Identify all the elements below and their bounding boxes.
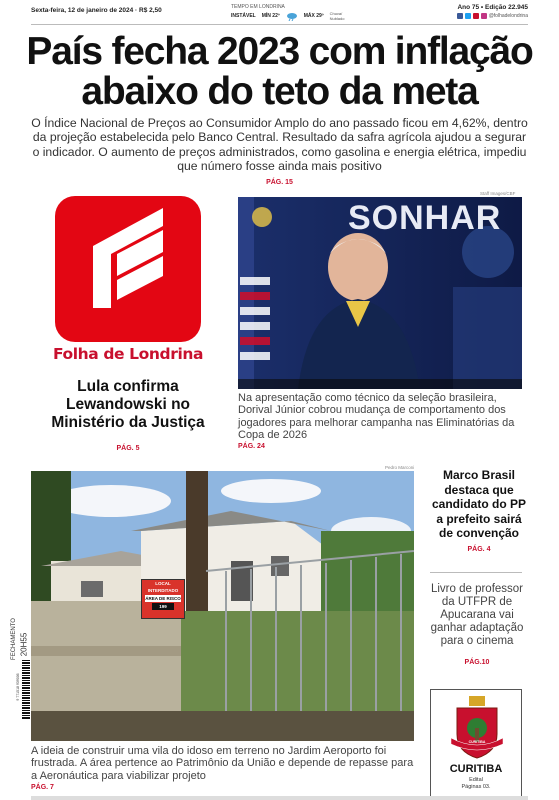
- story-lula-page-ref[interactable]: PÁG. 5: [116, 445, 140, 452]
- weather-condition: INSTÁVEL: [231, 12, 256, 19]
- photo1-page-ref[interactable]: PÁG. 24: [238, 443, 265, 451]
- masthead-bar: [31, 4, 528, 22]
- weather-icon-label: Chuva/ Nublado: [329, 11, 345, 21]
- issue-date: Sexta-feira, 12 de janeiro de 2024 · R$ 2,50: [31, 7, 162, 14]
- story-marco-brasil[interactable]: [430, 468, 528, 557]
- footer-bar: [31, 796, 528, 800]
- main-lead-text: O Índice Nacional de Preços ao Consumidor Amplo do ano passado ficou em 4,62%, dentro da projeção estabelecida pelo Banco Central. Resultado da safra agrícola ajudou a segurar o indicador. O aumento de preços administrados, como gasolina e energia elétrica, impediu que número fosse ainda mais positivo: [31, 116, 528, 173]
- story-utfpr-page-ref[interactable]: PÁG.10: [464, 659, 490, 666]
- edition-number: Ano 75 • Edição 22.945: [457, 4, 528, 11]
- story-lula-title[interactable]: Lula confirma Lewandowski no Ministério da Justiça: [51, 378, 205, 431]
- weather-widget: [231, 4, 352, 21]
- weather-title: TEMPO EM LONDRINA: [231, 4, 285, 10]
- sonhar-banner: SONHAR: [348, 199, 502, 237]
- header-divider: [31, 24, 528, 25]
- brand-name: Folha de Londrina: [52, 345, 204, 363]
- curitiba-name: CURITIBA: [449, 763, 503, 775]
- story-marco-page-ref[interactable]: PÁG. 4: [467, 545, 491, 553]
- crest-label: CURITIBA: [468, 740, 486, 744]
- story-lula[interactable]: [31, 378, 225, 458]
- photo-terreno[interactable]: [31, 471, 414, 741]
- main-headline[interactable]: País fecha 2023 com inflação abaixo do teto da meta: [26, 30, 533, 113]
- story-utfpr[interactable]: [426, 583, 528, 669]
- weather-max: MÁX 29º: [303, 12, 324, 19]
- story-marco-title[interactable]: Marco Brasil destaca que candidato do PP a prefeito sairá de convenção: [431, 468, 526, 540]
- photo1-credit: Staff Images/CBF: [480, 191, 516, 196]
- closing-strip: [2, 600, 30, 720]
- folha-logo-mark: [55, 196, 201, 342]
- curitiba-subtitle-line2: Páginas 03.: [461, 783, 491, 790]
- sign-line2: ÁREA DE RISCO: [145, 596, 181, 601]
- sign-number: 199: [152, 603, 174, 610]
- photo1-caption-block: [238, 392, 522, 453]
- photo2-credit: Pedro Marconi: [385, 465, 415, 470]
- weather-min: MÍN 22º: [261, 12, 280, 19]
- main-lead: [30, 116, 529, 190]
- social-handle: @folhadelondrina: [488, 13, 528, 19]
- rain-cloud-icon: [286, 12, 298, 21]
- side-divider-1: [430, 572, 522, 573]
- curitiba-box[interactable]: [430, 689, 522, 797]
- barcode-number: 9 771518 939006: [16, 673, 20, 701]
- folha-logo: [55, 196, 201, 342]
- sign-line1: LOCAL INTERDITADO: [147, 581, 179, 593]
- instagram-icon[interactable]: [481, 13, 487, 19]
- photo1-caption: Na apresentação como técnico da seleção brasileira, Dorival Júnior cobrou mudança de comportamento dos jogadores para melhorar campanha nas Eliminatórias da Copa de 2026: [238, 392, 515, 441]
- youtube-icon[interactable]: [473, 13, 479, 19]
- barcode-icon: [22, 660, 30, 720]
- curitiba-subtitle: [431, 777, 521, 790]
- photo2-caption: A ideia de construir uma vila do idoso em terreno no Jardim Aeroporto foi frustrada. A área pertence ao Patrimônio da União e depende de repasse para a Aeronáutica para viabilizar projeto: [31, 745, 414, 782]
- interdiction-sign: [141, 579, 185, 619]
- closing-time: 20H55: [19, 632, 29, 657]
- photo2-caption-block: [31, 745, 414, 794]
- closing-label: FECHAMENTO: [11, 618, 17, 660]
- main-page-ref[interactable]: PÁG. 15: [266, 179, 293, 187]
- story-utfpr-text[interactable]: Livro de professor da UTFPR de Apucarana vai ganhar adaptação para o cinema: [430, 583, 524, 647]
- curitiba-subtitle-line1: Edital: [469, 777, 483, 783]
- photo2-page-ref[interactable]: PÁG. 7: [31, 783, 54, 791]
- terreno-photo: [31, 471, 414, 741]
- photo-dorival[interactable]: [238, 197, 522, 389]
- twitter-icon[interactable]: [465, 13, 471, 19]
- facebook-icon[interactable]: [457, 13, 463, 19]
- social-links: [457, 13, 528, 19]
- curitiba-crest-icon: [449, 694, 505, 760]
